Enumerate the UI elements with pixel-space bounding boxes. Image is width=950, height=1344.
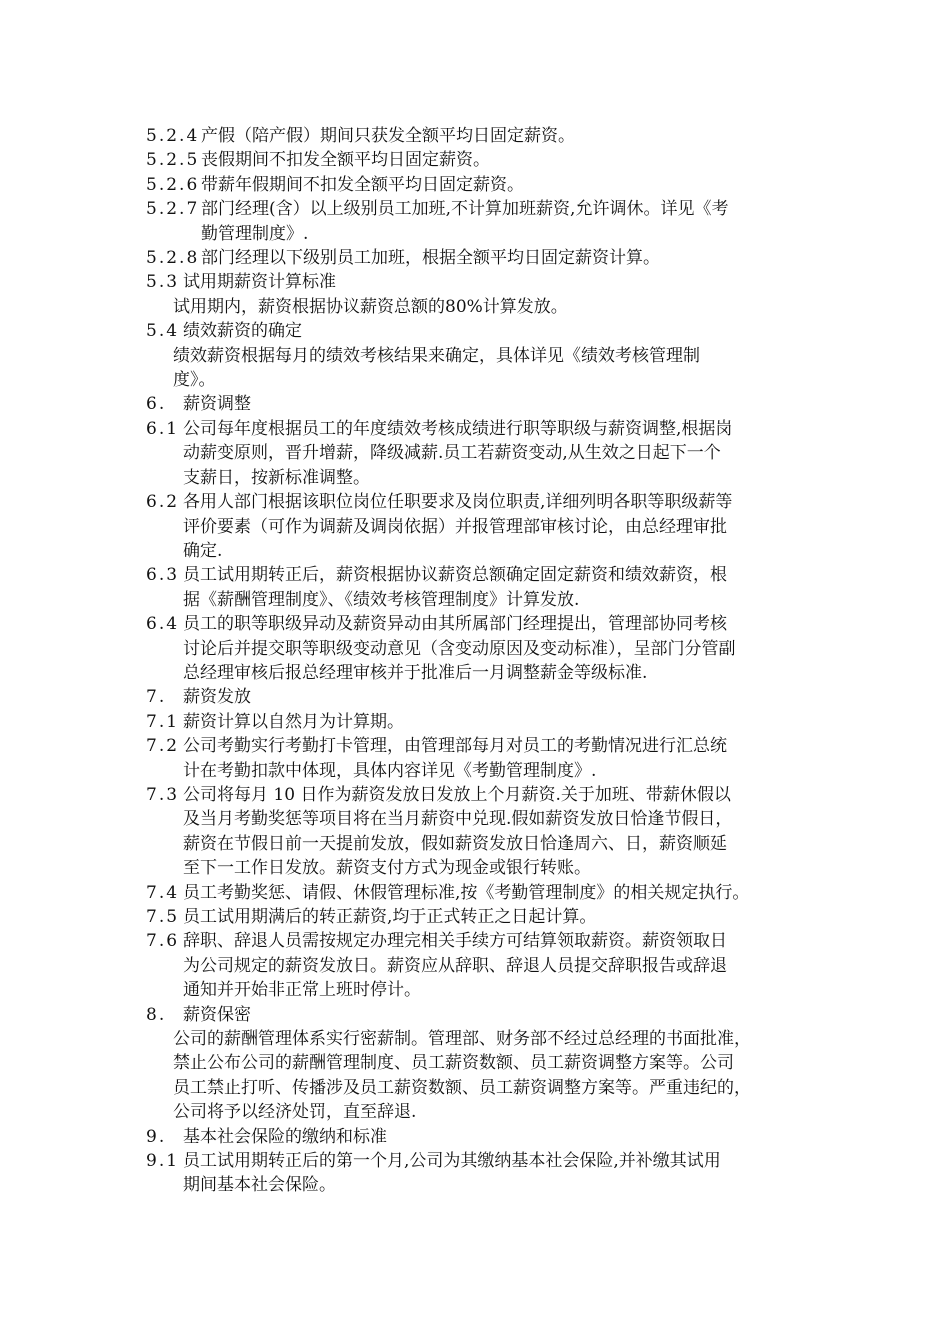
text-line: 总经理审核后报总经理审核并于批准后一月调整薪金等级标准. [183,662,648,683]
text-line: 产假（陪产假）期间只获发全额平均日固定薪资。 [201,126,575,146]
paragraph-line: 员工禁止打听、传播涉及员工薪资数额、员工薪资调整方案等。严重违纪的， [173,1077,751,1098]
section-item [146,490,826,563]
paragraph-line: 绩效薪资根据每月的绩效考核结果来确定，具体详见《绩效考核管理制 [173,345,700,366]
text-line: 员工试用期转正后，薪资根据协议薪资总额确定固定薪资和绩效薪资，根 [183,565,727,586]
text-line: 动薪变原则，晋升增薪，降级减薪.员工若薪资变动,从生效之日起下一个 [183,443,721,464]
section-number: 5.2.5 [146,150,200,171]
text-line: 绩效薪资的确定 [183,321,302,342]
section-number: 7.6 [146,931,180,952]
text-line: 薪资计算以自然月为计算期。 [183,711,404,732]
section-number: 5.3 [146,272,180,293]
section-item [146,1149,826,1198]
paragraph-line: 禁止公布公司的薪酬管理制度、员工薪资数额、员工薪资调整方案等。公司 [173,1053,734,1074]
section-text [183,905,826,929]
section-item [146,270,826,294]
section-number: 7.5 [146,907,180,927]
text-line: 据《薪酬管理制度》、《绩效考核管理制度》计算发放. [183,589,580,610]
section-item [146,710,826,734]
section-number: 5.2.6 [146,174,200,195]
section-text [201,124,826,148]
body-paragraph [146,295,826,319]
section-text [183,1003,826,1027]
section-text [183,685,826,709]
section-item [146,685,826,709]
section-item [146,881,826,905]
text-line: 部门经理(含）以上级别员工加班,不计算加班薪资,允许调休。详见《考 [201,199,729,220]
section-item [146,246,826,270]
section-item [146,1003,826,1027]
text-line: 勤管理制度》. [201,223,309,244]
text-line: 员工试用期转正后的第一个月,公司为其缴纳基本社会保险,并补缴其试用 [183,1151,721,1172]
section-number: 9. [146,1126,167,1147]
text-line: 试用期薪资计算标准 [183,272,336,293]
text-line: 带薪年假期间不扣发全额平均日固定薪资。 [201,174,524,195]
section-text [183,710,826,734]
section-item [146,905,826,929]
section-item [146,392,826,416]
section-number: 5.2.7 [146,199,200,220]
section-item [146,612,826,685]
section-text [183,783,826,881]
section-number: 5.2.4 [146,126,200,146]
section-item [146,929,826,1002]
section-number: 7. [146,687,167,708]
section-number: 6.2 [146,492,180,513]
section-text [183,1149,826,1198]
text-line: 公司考勤实行考勤打卡管理，由管理部每月对员工的考勤情况进行汇总统 [183,736,727,757]
text-line: 计在考勤扣款中体现，具体内容详见《考勤管理制度》. [183,760,597,781]
section-text [183,270,826,294]
text-line: 评价要素（可作为调薪及调岗依据）并报管理部审核讨论，由总经理审批 [183,516,727,537]
section-text [183,417,826,490]
section-number: 9.1 [146,1151,180,1172]
section-number: 7.1 [146,711,180,732]
section-text [201,173,826,197]
section-number: 5.2.8 [146,248,200,269]
paragraph-line: 度》。 [173,370,216,391]
text-line: 员工的职等职级异动及薪资异动由其所属部门经理提出，管理部协同考核 [183,614,727,635]
text-line: 为公司规定的薪资发放日。薪资应从辞职、辞退人员提交辞职报告或辞退 [183,955,727,976]
section-item [146,563,826,612]
section-text [183,490,826,563]
section-number: 8. [146,1004,167,1025]
section-item [146,1125,826,1149]
section-number: 7.2 [146,736,180,757]
section-text [183,929,826,1002]
section-text [183,612,826,685]
paragraph-line: 公司的薪酬管理体系实行密薪制。管理部、财务部不经过总经理的书面批准， [173,1029,751,1050]
section-text [201,246,826,270]
section-number: 6.4 [146,614,180,635]
paragraph-line: 试用期内，薪资根据协议薪资总额的80%计算发放。 [173,296,568,317]
section-text [183,392,826,416]
section-text [183,319,826,343]
text-line: 薪资在节假日前一天提前发放，假如薪资发放日恰逢周六、日，薪资顺延 [183,833,727,854]
text-line: 各用人部门根据该职位岗位任职要求及岗位职责,详细列明各职等职级薪等 [183,492,733,513]
text-line: 员工考勤奖惩、请假、休假管理标准,按《考勤管理制度》的相关规定执行。 [183,882,750,903]
section-item [146,783,826,881]
text-line: 确定. [183,540,223,561]
text-line: 及当月考勤奖惩等项目将在当月薪资中兑现.假如薪资发放日恰逢节假日， [183,809,733,830]
paragraph-line: 公司将予以经济处罚，直至辞退. [173,1102,417,1123]
section-item [146,417,826,490]
section-item [146,197,826,246]
section-item [146,124,826,148]
text-line: 薪资保密 [183,1004,251,1025]
section-number: 7.3 [146,784,180,805]
section-text [201,197,826,246]
body-paragraph [146,1027,826,1125]
text-line: 支薪日，按新标准调整。 [183,467,370,488]
section-text [183,734,826,783]
text-line: 公司将每月 10 日作为薪资发放日发放上个月薪资.关于加班、带薪休假以 [183,784,731,805]
section-number: 6. [146,394,167,415]
text-line: 公司每年度根据员工的年度绩效考核成绩进行职等职级与薪资调整,根据岗 [183,418,733,439]
text-line: 讨论后并提交职等职级变动意见（含变动原因及变动标准），呈部门分管副 [183,638,736,659]
text-line: 辞职、辞退人员需按规定办理完相关手续方可结算领取薪资。薪资领取日 [183,931,727,952]
section-text [201,148,826,172]
body-paragraph [146,344,826,393]
section-number: 6.1 [146,418,180,439]
section-number: 7.4 [146,882,180,903]
text-line: 薪资发放 [183,687,251,708]
text-line: 至下一工作日发放。薪资支付方式为现金或银行转账。 [183,858,591,879]
section-number: 6.3 [146,565,180,586]
section-item [146,319,826,343]
text-line: 薪资调整 [183,394,251,415]
section-item [146,173,826,197]
text-line: 基本社会保险的缴纳和标准 [183,1126,387,1147]
section-item [146,148,826,172]
section-text [183,1125,826,1149]
section-number: 5.4 [146,321,180,342]
document-page [146,124,826,1198]
section-text [183,563,826,612]
text-line: 期间基本社会保险。 [183,1175,336,1196]
text-line: 部门经理以下级别员工加班，根据全额平均日固定薪资计算。 [201,248,660,269]
text-line: 丧假期间不扣发全额平均日固定薪资。 [201,150,490,171]
text-line: 员工试用期满后的转正薪资,均于正式转正之日起计算。 [183,907,597,927]
section-item [146,734,826,783]
section-text [183,881,826,905]
text-line: 通知并开始非正常上班时停计。 [183,980,421,1001]
